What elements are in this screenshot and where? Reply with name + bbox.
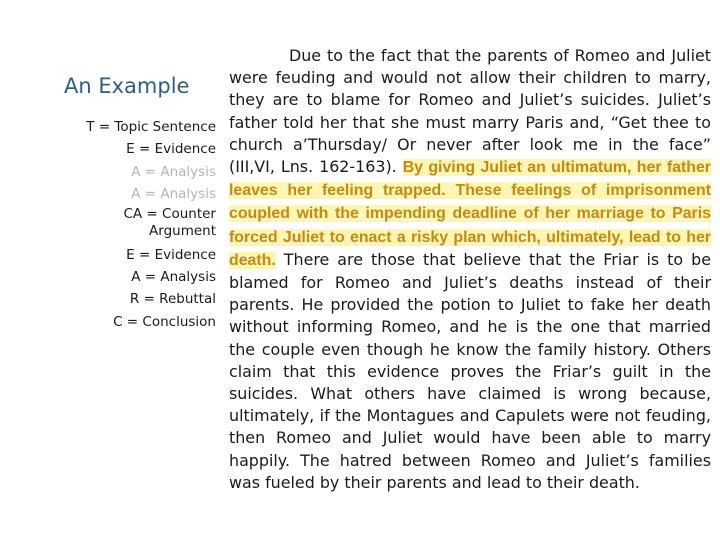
legend-counter-argument: CA = Counter Argument	[123, 205, 216, 239]
legend-analysis: A = Analysis	[131, 163, 216, 180]
legend-conclusion: C = Conclusion	[113, 313, 216, 330]
legend-evidence-2: E = Evidence	[126, 246, 216, 263]
paragraph-text-part2: There are those that believe that the Friar is to be blamed for Romeo and Juliet’s deaths instead of their parents. He provided the potion to Juliet to fake her death without informing Romeo, and he is the one that married the couple even though he know the family history. Others claim that this evidence proves the Friar’s guilt in the suicides. What others have claimed is wrong because, ultimately, if the Montagues and Capulets were not feuding, then Romeo and Juliet would have been able to marry happily. The hatred between Romeo and Juliet’s families was fueled by their parents and lead to their death.	[229, 249, 711, 492]
legend-analysis-2: A = Analysis	[131, 186, 216, 203]
slide-title: An Example	[64, 74, 190, 98]
legend-topic-sentence: T = Topic Sentence	[86, 119, 216, 135]
highlighted-analysis: By giving Juliet an ultimatum, her father leaves her feeling trapped. These feelings of imprisonment coupled with the impending deadline of her marriage to Paris forced Juliet to enact a risky plan which, ultimately, lead to her death.	[229, 159, 711, 269]
example-paragraph	[229, 45, 711, 494]
paragraph-indent	[229, 46, 289, 65]
legend-analysis-3: A = Analysis	[131, 269, 216, 286]
legend-evidence: E = Evidence	[126, 141, 216, 158]
paragraph-text-part1: Due to the fact that the parents of Romeo and Juliet were feuding and would not allow their children to marry, they are to blame for Romeo and Juliet’s suicides. Juliet’s father told her that she must marry Paris and, “Get thee to church a’Thursday/ Or never after look me in the face” (III,VI, Lns. 162-163).	[229, 46, 711, 177]
structure-legend	[40, 116, 216, 333]
legend-rebuttal: R = Rebuttal	[129, 291, 216, 308]
